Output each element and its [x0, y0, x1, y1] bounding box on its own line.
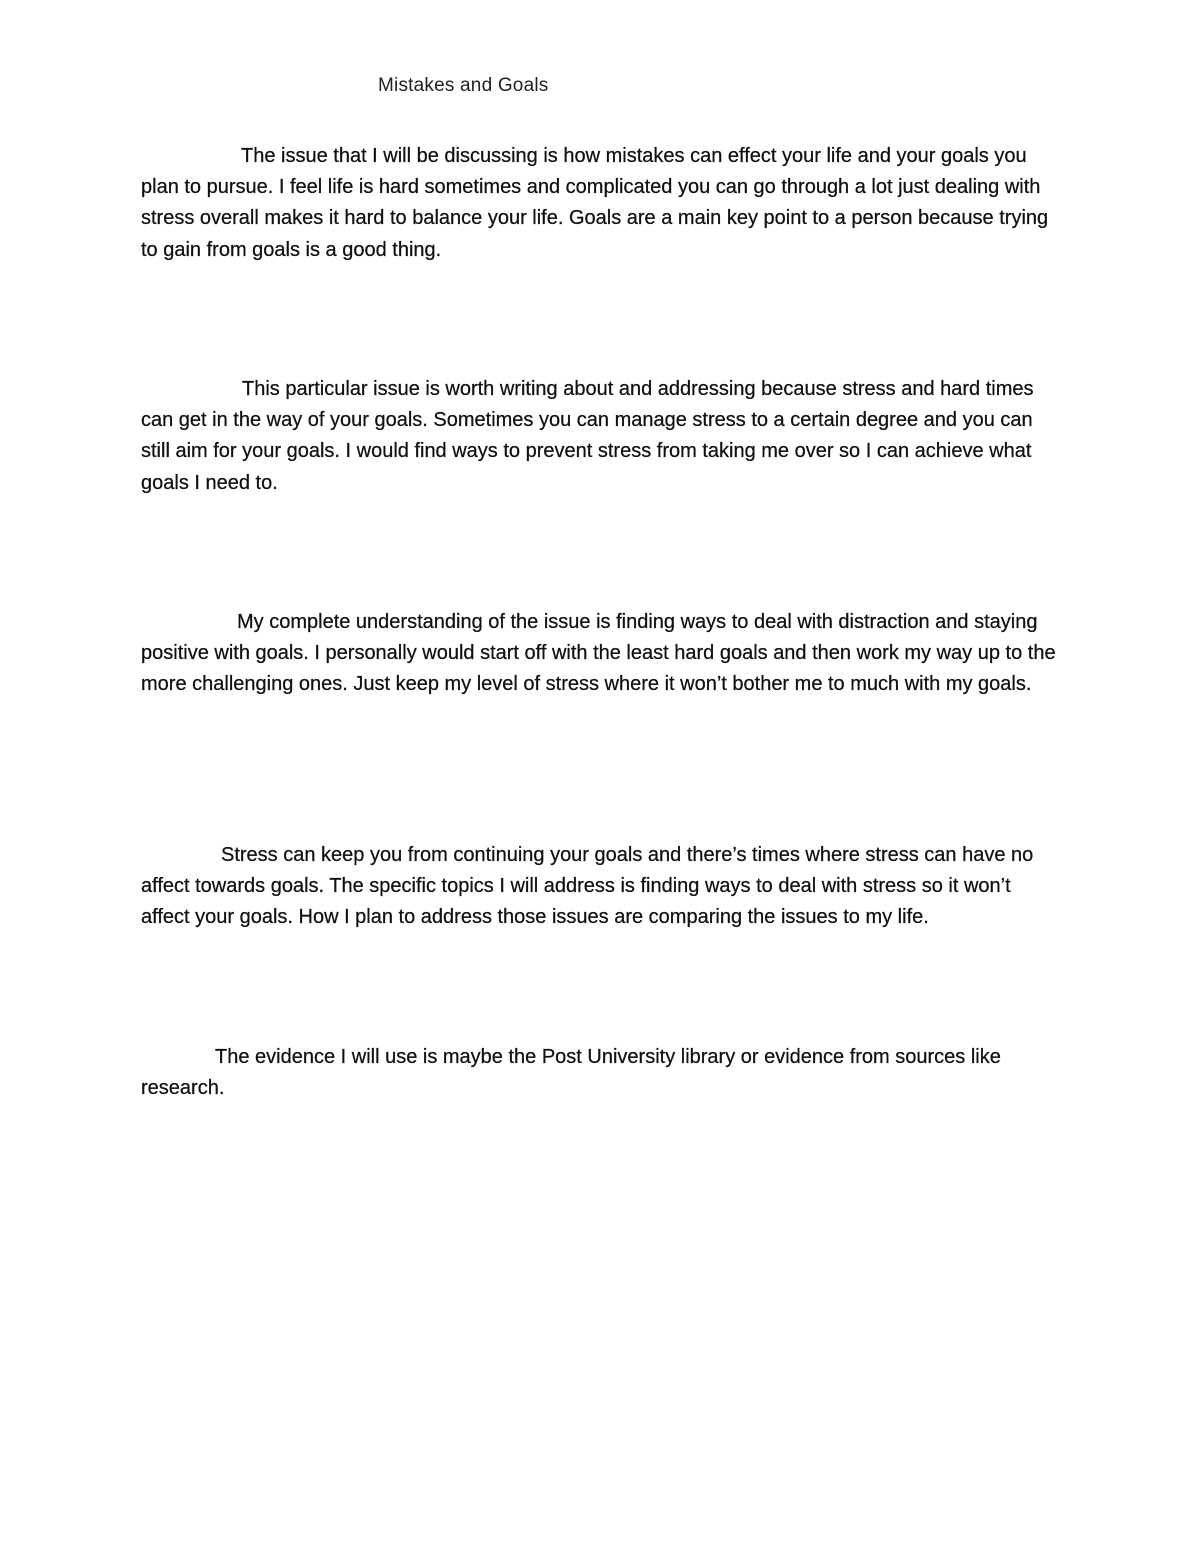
paragraph-issue: The issue that I will be discussing is how mistakes can effect your life and your goals you plan to pursue. I feel life is hard sometimes and complicated you can go through a lot just dealing with stress overall makes it hard to balance your life. Goals are a main key point to a person because trying to gain from goals is a good thing.	[141, 145, 1049, 261]
document-title: Mistakes and Goals	[378, 75, 549, 96]
paragraph-understanding: My complete understanding of the issue is finding ways to deal with distraction and staying positive with goals. I personally would start off with the least hard goals and then work my way up to the more challenging ones. Just keep my level of stress where it won’t bother me to much with my goals.	[141, 611, 1056, 696]
paragraph-evidence: The evidence I will use is maybe the Post University library or evidence from sources like research.	[141, 1046, 1001, 1100]
paragraph-topics: Stress can keep you from continuing your goals and there’s times where stress can have no affect towards goals. The specific topics I will address is finding ways to deal with stress so it won’t affect your goals. How I plan to address those issues are comparing the issues to my life.	[141, 844, 1034, 929]
paragraph-importance: This particular issue is worth writing about and addressing because stress and hard times can get in the way of your goals. Sometimes you can manage stress to a certain degree and you can still aim for your goals. I would find ways to prevent stress from taking me over so I can achieve what goals I need to.	[141, 378, 1034, 494]
